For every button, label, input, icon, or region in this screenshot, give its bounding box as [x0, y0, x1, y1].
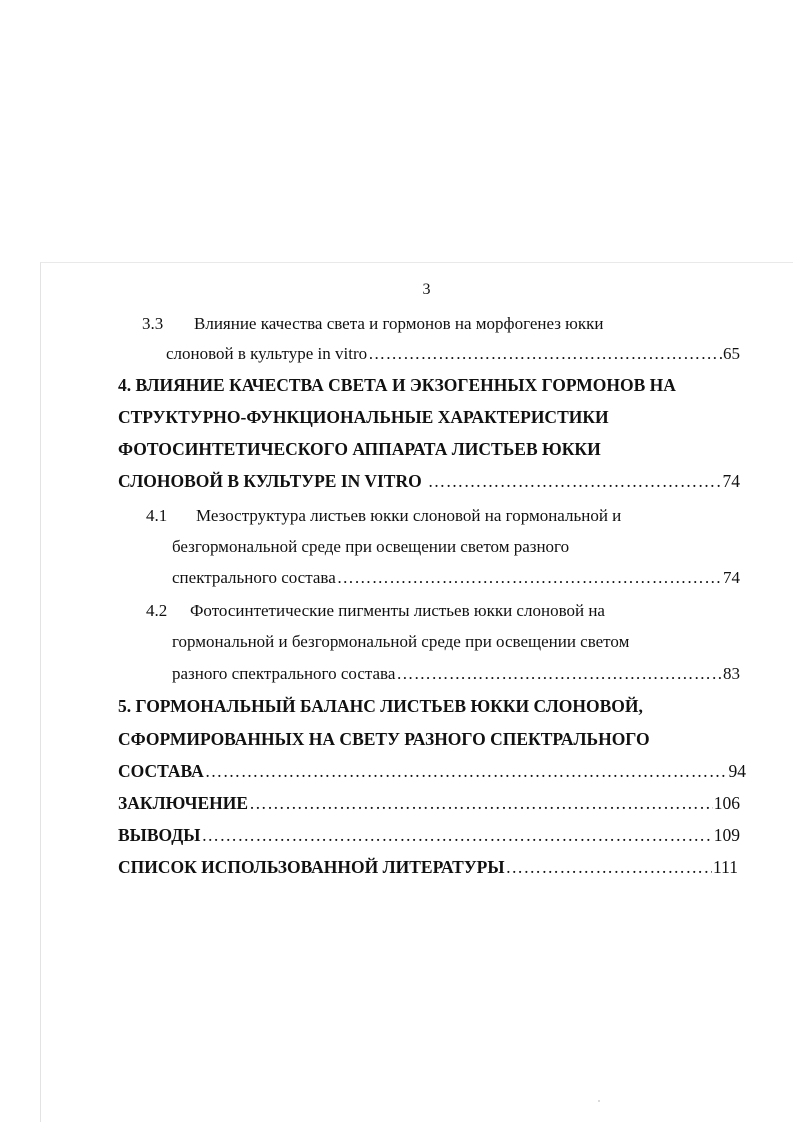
toc-entry-4-2-line2: гормональной и безгормональной среде при освещении светом	[172, 632, 630, 651]
page-ref: 111	[713, 857, 738, 877]
dot-leader	[368, 344, 722, 364]
toc-chapter-4-line4	[118, 471, 740, 491]
dot-leader	[205, 761, 728, 781]
toc-entry-4-1-line1	[146, 506, 621, 526]
page-ref: 94	[728, 761, 746, 781]
chapter-title-cont: СОСТАВА	[118, 761, 204, 781]
chapter-title-cont: СЛОНОВОЙ В КУЛЬТУРЕ IN VITRO	[118, 471, 422, 491]
toc-findings	[118, 825, 740, 845]
toc-entry-3-3-line1	[142, 314, 604, 334]
toc-chapter-5-line1: 5. ГОРМОНАЛЬНЫЙ БАЛАНС ЛИСТЬЕВ ЮККИ СЛОНОВОЙ,	[118, 696, 643, 716]
toc-entry-3-3-line2	[166, 344, 740, 364]
page-ref: 109	[713, 825, 740, 845]
section-title: Фотосинтетические пигменты листьев юкки слоновой на	[190, 601, 605, 620]
page-ref: 74	[722, 471, 740, 491]
section-title-cont: спектрального состава	[172, 568, 336, 587]
section-number: 4.1	[146, 506, 168, 525]
findings-label: ВЫВОДЫ	[118, 825, 201, 845]
section-title: Мезоструктура листьев юкки слоновой на гормональной и	[196, 506, 622, 525]
toc-references	[118, 857, 738, 877]
toc-entry-4-2-line3	[172, 664, 740, 684]
references-label: СПИСОК ИСПОЛЬЗОВАННОЙ ЛИТЕРАТУРЫ	[118, 857, 505, 877]
section-title-cont: разного спектрального состава	[172, 664, 396, 683]
section-number: 4.2	[146, 601, 168, 620]
page-ref: 65	[723, 344, 740, 363]
dot-leader	[337, 568, 722, 588]
scan-speck	[598, 1100, 600, 1102]
toc-entry-4-1-line2: безгормональной среде при освещении светом разного	[172, 537, 570, 556]
toc-entry-4-1-line3	[172, 568, 740, 588]
toc-conclusion	[118, 793, 740, 813]
dot-leader	[249, 793, 713, 813]
toc-chapter-4-line3: ФОТОСИНТЕТИЧЕСКОГО АППАРАТА ЛИСТЬЕВ ЮККИ	[118, 439, 601, 459]
page-ref: 106	[713, 793, 740, 813]
toc-chapter-4-line2: СТРУКТУРНО-ФУНКЦИОНАЛЬНЫЕ ХАРАКТЕРИСТИКИ	[118, 407, 609, 427]
section-title-cont: слоновой в культуре in vitro	[166, 344, 368, 363]
page-ref: 74	[723, 568, 740, 587]
page-ref: 83	[723, 664, 740, 683]
toc-chapter-5-line3	[118, 761, 746, 781]
toc-chapter-4-line1: 4. ВЛИЯНИЕ КАЧЕСТВА СВЕТА И ЭКЗОГЕННЫХ ГОРМОНОВ НА	[118, 375, 676, 395]
toc-entry-4-2-line1	[146, 601, 605, 621]
conclusion-label: ЗАКЛЮЧЕНИЕ	[118, 793, 249, 813]
dot-leader	[506, 857, 713, 877]
page-number: 3	[422, 281, 431, 298]
dot-leader	[202, 825, 713, 845]
toc-chapter-5-line2: СФОРМИРОВАННЫХ НА СВЕТУ РАЗНОГО СПЕКТРАЛЬНОГО	[118, 729, 650, 749]
dot-leader	[396, 664, 722, 684]
section-title: Влияние качества света и гормонов на морфогенез юкки	[194, 314, 604, 333]
section-number: 3.3	[142, 314, 164, 333]
dot-leader	[428, 471, 722, 491]
